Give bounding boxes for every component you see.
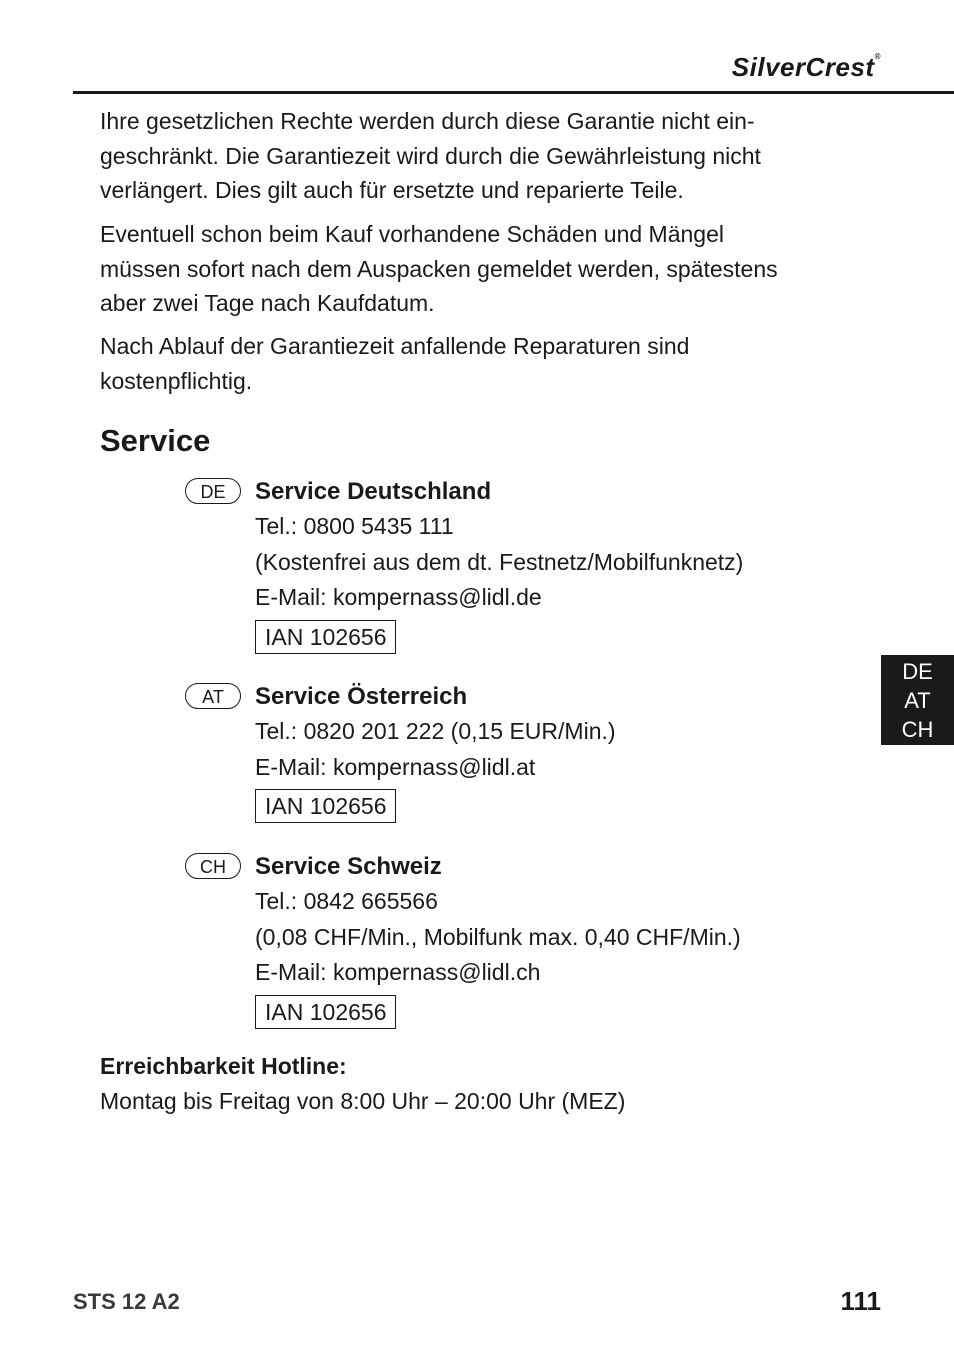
page-number: 111 — [840, 1286, 881, 1316]
service-email: E-Mail: kompernass@lidl.ch — [255, 959, 541, 985]
paragraph-line: verlängert. Dies gilt auch für ersetzte und reparierte Teile. — [100, 177, 684, 203]
service-entry-body — [255, 679, 616, 823]
service-entry-body — [255, 849, 741, 1029]
country-badge-ch: CH — [185, 853, 241, 879]
country-badge-de: DE — [185, 478, 241, 504]
brand-name: SilverCrest — [731, 52, 875, 82]
paragraph-line: geschränkt. Die Garantiezeit wird durch die Gewährleistung nicht — [100, 142, 761, 169]
ian-box: IAN 102656 — [255, 995, 396, 1029]
service-phone: Tel.: 0800 5435 111 — [255, 513, 454, 539]
service-entry-body — [255, 474, 743, 654]
language-side-tab — [881, 655, 954, 745]
service-email: E-Mail: kompernass@lidl.de — [255, 584, 542, 610]
service-title: Service Deutschland — [255, 478, 492, 505]
service-phone: Tel.: 0842 665566 — [255, 888, 438, 914]
service-note: (Kostenfrei aus dem dt. Festnetz/Mobilfunknetz) — [255, 548, 744, 575]
side-tab-de: DE — [902, 659, 933, 684]
header-rule — [73, 91, 954, 94]
paragraph-repairs — [100, 329, 840, 398]
paragraph-damages — [100, 217, 840, 321]
brand-registered-mark: ® — [874, 52, 881, 61]
paragraph-warranty-rights — [100, 104, 840, 208]
service-title: Service Österreich — [255, 683, 468, 710]
ian-box: IAN 102656 — [255, 620, 396, 654]
side-tab-at: AT — [904, 688, 931, 713]
service-title: Service Schweiz — [255, 853, 442, 880]
paragraph-line: Nach Ablauf der Garantiezeit anfallende Reparaturen sind — [100, 333, 690, 359]
side-tab-ch: CH — [901, 717, 934, 742]
paragraph-line: Eventuell schon beim Kauf vorhandene Schäden und Mängel — [100, 221, 724, 247]
hotline-title: Erreichbarkeit Hotline: — [100, 1053, 347, 1079]
paragraph-line: Ihre gesetzlichen Rechte werden durch diese Garantie nicht ein- — [100, 108, 755, 134]
country-badge-at: AT — [185, 683, 241, 709]
paragraph-line: müssen sofort nach dem Auspacken gemeldet werden, spätestens — [100, 255, 778, 282]
paragraph-line: kostenpflichtig. — [100, 367, 253, 394]
service-email: E-Mail: kompernass@lidl.at — [255, 753, 536, 780]
paragraph-line: aber zwei Tage nach Kaufdatum. — [100, 290, 435, 316]
ian-box: IAN 102656 — [255, 789, 396, 823]
footer-model-number: STS 12 A2 — [73, 1289, 180, 1314]
service-heading: Service — [100, 423, 211, 458]
hotline-hours: Montag bis Freitag von 8:00 Uhr – 20:00 Uhr (MEZ) — [100, 1088, 626, 1114]
service-phone: Tel.: 0820 201 222 (0,15 EUR/Min.) — [255, 718, 616, 744]
brand-logo — [732, 52, 881, 83]
service-note: (0,08 CHF/Min., Mobilfunk max. 0,40 CHF/Min.) — [255, 923, 741, 950]
